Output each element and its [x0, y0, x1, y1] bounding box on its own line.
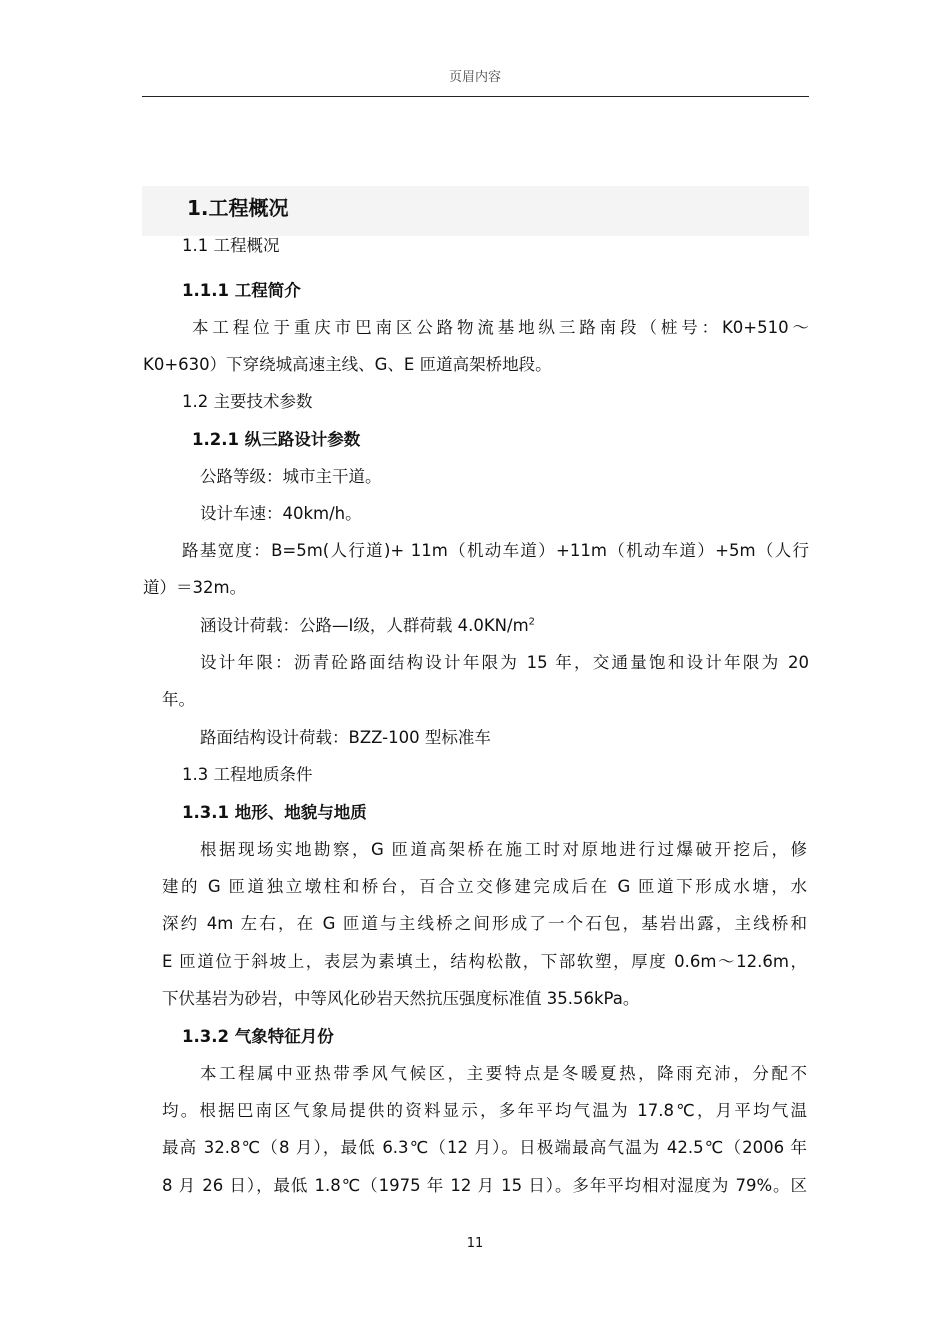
param-design-load-text: 涵设计荷载：公路—Ⅰ级，人群荷载 4.0KN/m	[200, 616, 529, 635]
section-1-3-1-title: 1.3.1 地形、地貌与地质	[182, 803, 367, 822]
section-1-1-1-title: 1.1.1 工程简介	[182, 281, 301, 300]
geology-line-1: 根据现场实地勘察，G 匝道高架桥在施工时对原地进行过爆破开挖后，修	[200, 840, 807, 859]
geology-line-3: 深约 4m 左右，在 G 匝道与主线桥之间形成了一个石包，基岩出露，主线桥和	[162, 914, 807, 933]
page-number: 11	[466, 1236, 484, 1251]
meteorology-line-1: 本工程属中亚热带季风气候区，主要特点是冬暖夏热，降雨充沛，分配不	[200, 1064, 807, 1083]
geology-line-5: 下伏基岩为砂岩，中等风化砂岩天然抗压强度标准值 35.56kPa。	[162, 989, 640, 1008]
section-1-3-title: 1.3 工程地质条件	[182, 765, 313, 784]
param-pavement-load: 路面结构设计荷载：BZZ-100 型标准车	[200, 728, 491, 747]
paragraph-intro-line-1: 本工程位于重庆市巴南区公路物流基地纵三路南段（桩号：K0+510～	[192, 318, 809, 337]
superscript-2: 2	[528, 616, 536, 628]
meteorology-line-3: 最高 32.8℃（8 月），最低 6.3℃（12 月）。日极端最高气温为 42.5℃（2006 年	[162, 1138, 807, 1157]
geology-line-4: E 匝道位于斜坡上，表层为素填土，结构松散，下部软塑，厚度 0.6m～12.6m，	[162, 952, 807, 971]
param-design-life-line-1: 设计年限：沥青砼路面结构设计年限为 15 年，交通量饱和设计年限为 20	[200, 653, 809, 672]
param-design-load	[200, 615, 535, 637]
section-1-3-2-title: 1.3.2 气象特征月份	[182, 1027, 334, 1046]
param-design-life-line-2: 年。	[162, 690, 195, 709]
header-rule	[142, 96, 809, 97]
meteorology-line-2: 均。根据巴南区气象局提供的资料显示，多年平均气温为 17.8℃，月平均气温	[162, 1101, 807, 1120]
param-road-grade: 公路等级：城市主干道。	[200, 467, 382, 486]
paragraph-intro-line-2: K0+630）下穿绕城高速主线、G、E 匝道高架桥地段。	[143, 355, 552, 374]
param-roadbed-width-line-1: 路基宽度：B=5m(人行道)+ 11m（机动车道）+11m（机动车道）+5m（人行	[182, 541, 809, 560]
chapter-title: 1.工程概况	[187, 196, 289, 220]
page-header: 页眉内容	[448, 70, 501, 85]
param-design-speed: 设计车速：40km/h。	[200, 504, 362, 523]
param-roadbed-width-line-2: 道）＝32m。	[143, 578, 247, 597]
section-1-1-title: 1.1 工程概况	[182, 236, 280, 255]
meteorology-line-4: 8 月 26 日），最低 1.8℃（1975 年 12 月 15 日）。多年平均相对湿度为 79%。区	[162, 1176, 807, 1195]
geology-line-2: 建的 G 匝道独立墩柱和桥台，百合立交修建完成后在 G 匝道下形成水塘，水	[162, 877, 807, 896]
section-1-2-1-title: 1.2.1 纵三路设计参数	[192, 430, 361, 449]
section-1-2-title: 1.2 主要技术参数	[182, 392, 313, 411]
